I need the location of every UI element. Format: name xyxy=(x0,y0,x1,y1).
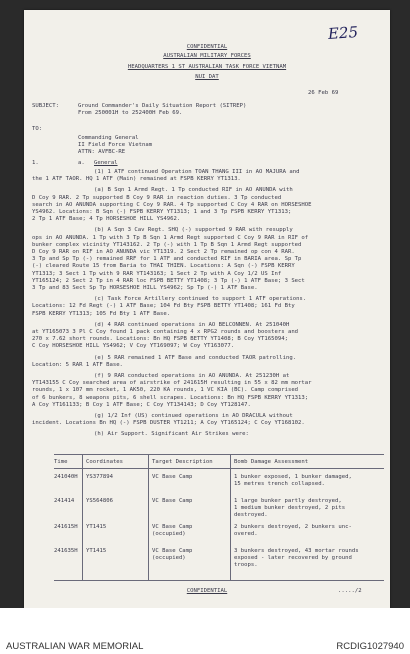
col-coordinates-header: Coordinates xyxy=(86,459,124,465)
cell-bda: 1 large bunker partly destroyed, xyxy=(234,498,342,504)
section-number: 1. xyxy=(32,160,39,166)
cell-target: (occupied) xyxy=(152,531,186,537)
body-line: (g) 1/2 Inf (US) continued operations in AO DRACULA without xyxy=(94,413,293,419)
body-line: (a) B Sqn 1 Armd Regt. 1 Tp conducted RIF in AO ANUNDA with xyxy=(94,187,293,194)
table-col-rule xyxy=(230,454,231,580)
cell-target: VC Base Camp xyxy=(152,524,193,530)
body-line: of 6 bunkers, 8 weapons pits, 6 shell scrapes. Locations: Bn HQ FSPB KERRY YT1313; xyxy=(32,394,309,401)
cell-bda: 2 bunkers destroyed, 2 bunkers unc- xyxy=(234,524,352,530)
subject-line-1: Ground Commander's Daily Situation Report (SITREP) xyxy=(78,103,247,109)
classification-top: CONFIDENTIAL xyxy=(186,44,228,50)
to-line-3: ATTN: AVFBC-RE xyxy=(78,149,126,155)
cell-target: (occupied) xyxy=(152,555,186,561)
document-page xyxy=(24,10,390,608)
body-line: (f) 9 RAR conducted operations in AO ANUNDA. At 251230H at xyxy=(94,373,290,379)
body-line: 270 x 7.62 short rounds. Locations: Bn HQ FSPB BETTY YT1408; B Coy YT165094; xyxy=(32,336,288,343)
section-title: General xyxy=(94,160,118,166)
body-line: (b) A Sqn 3 Cav Regt. SHQ (-) supported 9 RAR with resupply xyxy=(94,227,293,234)
to-line-2: II Field Force Vietnam xyxy=(78,142,153,148)
document-date: 26 Feb 69 xyxy=(308,90,339,96)
cell-bda: 15 metres trench collapsed. xyxy=(234,481,325,487)
cell-coordinates: YS377894 xyxy=(86,474,113,480)
cell-time: 241414 xyxy=(54,498,75,504)
cell-coordinates: YT1415 xyxy=(86,548,107,554)
body-line: 3 Tp and 83 Sect Sp Tp HORSESHOE HILL YS4962; Sp Tp (-) 1 ATF Base. xyxy=(32,285,258,291)
table-top-rule xyxy=(54,454,384,455)
body-line: rounds, 1 x 107 mm rocket, 1 AK50, 220 KA rounds, 1 VC KIA (BC). Camp comprised xyxy=(32,387,299,394)
table-bottom-rule xyxy=(54,580,384,581)
subject-line-2: From 250001H to 252400H Feb 69. xyxy=(78,110,183,116)
to-label: TO: xyxy=(32,126,43,132)
body-line: D Coy 9 RAR on RIF in AO ANUNDA vic YT1319. 2 Sect 2 Tp remained op con 4 RAR. xyxy=(32,249,295,255)
cell-bda: overed. xyxy=(234,531,258,537)
archive-name: AUSTRALIAN WAR MEMORIAL xyxy=(6,641,144,652)
body-line: Locations: 12 Fd Regt (-) 1 ATF Base; 104 Fd Bty FSPB BETTY YT1408; 161 Fd Bty xyxy=(32,303,295,310)
body-line: (-) cleared Route 15 from Baria to THAI THIEN. Locations: A Sqn (-) FSPB KERRY xyxy=(32,263,295,270)
body-line: the 1 ATF TAOR. HQ 1 ATF (Main) remained at FSPB KERRY YT1313. xyxy=(32,176,241,183)
cell-coordinates: YT1415 xyxy=(86,524,107,530)
body-line: (1) 1 ATF continued Operation TOAN THANG III in AO MAJURA and xyxy=(94,169,300,175)
body-line: 2 Tp 1 ATF Base; 4 Tp HORSESHOE HILL YS4962. xyxy=(32,216,181,223)
cell-coordinates: YS564806 xyxy=(86,498,113,504)
location-title: NUI DAT xyxy=(195,74,219,80)
force-title: AUSTRALIAN MILITARY FORCES xyxy=(163,53,251,59)
cell-bda: exposed - later recovered by ground xyxy=(234,555,352,561)
body-line: D Coy 9 RAR. 2 Tp supported B Coy 9 RAR in reaction duties. 3 Tp conducted xyxy=(32,194,282,201)
handwritten-reference: E25 xyxy=(327,22,359,44)
body-line: bunker complex vicinity YT143162. 2 Tp (-) with 1 Tp B Sqn 1 Armd Regt supported xyxy=(32,241,302,248)
table-col-rule xyxy=(148,454,149,580)
col-bda-header: Bomb Damage Assessment xyxy=(234,459,309,465)
body-line: FSPB KERRY YT1313; 105 Fd Bty 1 ATF Base. xyxy=(32,310,171,317)
body-line: YT1313; 3 Sect 1 Tp with 9 RAR YT143163; 1 Sect 2 Tp with A Coy 1/2 US Inf xyxy=(32,270,282,277)
page-continuation: ...../2 xyxy=(338,588,362,594)
cell-target: VC Base Camp xyxy=(152,474,193,480)
cell-time: 241635H xyxy=(54,548,78,554)
body-line: 3 Tp and Sp Tp (-) remained RRF for 1 ATF and conducted RIF in BARIA area. Sp Tp xyxy=(32,256,302,263)
cell-bda: 1 bunker exposed, 1 bunker damaged, xyxy=(234,474,352,480)
cell-time: 241615H xyxy=(54,524,78,530)
cell-target: VC Base Camp xyxy=(152,548,193,554)
archive-caption-bar xyxy=(0,608,410,654)
table-header-rule xyxy=(54,468,384,469)
cell-target: VC Base Camp xyxy=(152,498,193,504)
cell-bda: 3 bunkers destroyed, 43 mortar rounds xyxy=(234,548,359,554)
body-line: Location: 5 RAR 1 ATF Base. xyxy=(32,361,123,368)
body-line: (c) Task Force Artillery continued to support 1 ATF operations. xyxy=(94,296,307,303)
body-line: YT165124; 2 Sect 2 Tp in 4 RAR loc FSPB BETTY YT1408; 3 Tp (-) 1 ATF Base; 3 Sect xyxy=(32,277,305,284)
to-line-1: Commanding General xyxy=(78,135,139,141)
archive-id: RCDIG1027940 xyxy=(336,641,404,652)
body-line: (d) 4 RAR continued operations in AO BELCONNEN. At 251040H xyxy=(94,321,290,328)
hq-title: HEADQUARTERS 1 ST AUSTRALIAN TASK FORCE VIETNAM xyxy=(127,64,287,70)
body-line: at YT165073 3 Pl C Coy found 1 pack containing 4 x RPG2 rounds and boosters and xyxy=(32,329,299,335)
col-target-header: Target Description xyxy=(152,459,213,465)
body-line: ops in AO ANUNDA. 1 Tp with 3 Tp B Sqn 1 Armd Regt supported C Coy 9 RAR in RIF of xyxy=(32,234,309,241)
subject-label: SUBJECT: xyxy=(32,103,59,109)
body-line: search in AO ANUNDA supporting C Coy 9 RAR. 4 Tp supported C Coy 4 RAR on HORSESHOE xyxy=(32,201,312,208)
cell-time: 241040H xyxy=(54,474,78,480)
cell-bda: destroyed. xyxy=(234,512,268,518)
body-line: C Coy HORSESHOE HILL YS4962; V Coy YT169097; W Coy YT163077. xyxy=(32,343,235,350)
cell-bda: 1 medium bunker destroyed, 2 pits xyxy=(234,505,346,511)
classification-bottom: CONFIDENTIAL xyxy=(186,588,228,594)
cell-bda: troops. xyxy=(234,562,258,568)
body-line: YS4962. Locations: B Sqn (-) FSPB KERRY YT1313; 1 and 3 Tp FSPB KERRY YT1313; xyxy=(32,209,292,215)
col-time-header: Time xyxy=(54,459,68,465)
body-line: A Coy YT161133; B Coy 1 ATF Base; C Coy YT134143; D Coy YT128147. xyxy=(32,401,251,408)
body-line: (e) 5 RAR remained 1 ATF Base and conducted TAOR patrolling. xyxy=(94,354,297,361)
body-line: incident. Locations Bn HQ (-) FSPB DUSTER YT1211; A Coy YT165124; C Coy YT168102. xyxy=(32,420,305,427)
body-line: (h) Air Support. Significant Air Strikes were: xyxy=(94,431,249,438)
section-sub: a. xyxy=(78,160,85,166)
table-col-rule xyxy=(82,454,83,580)
body-line: YT143155 C Coy searched area of airstrike of 241615H resulting in 55 x 82 mm mortar xyxy=(32,380,312,387)
